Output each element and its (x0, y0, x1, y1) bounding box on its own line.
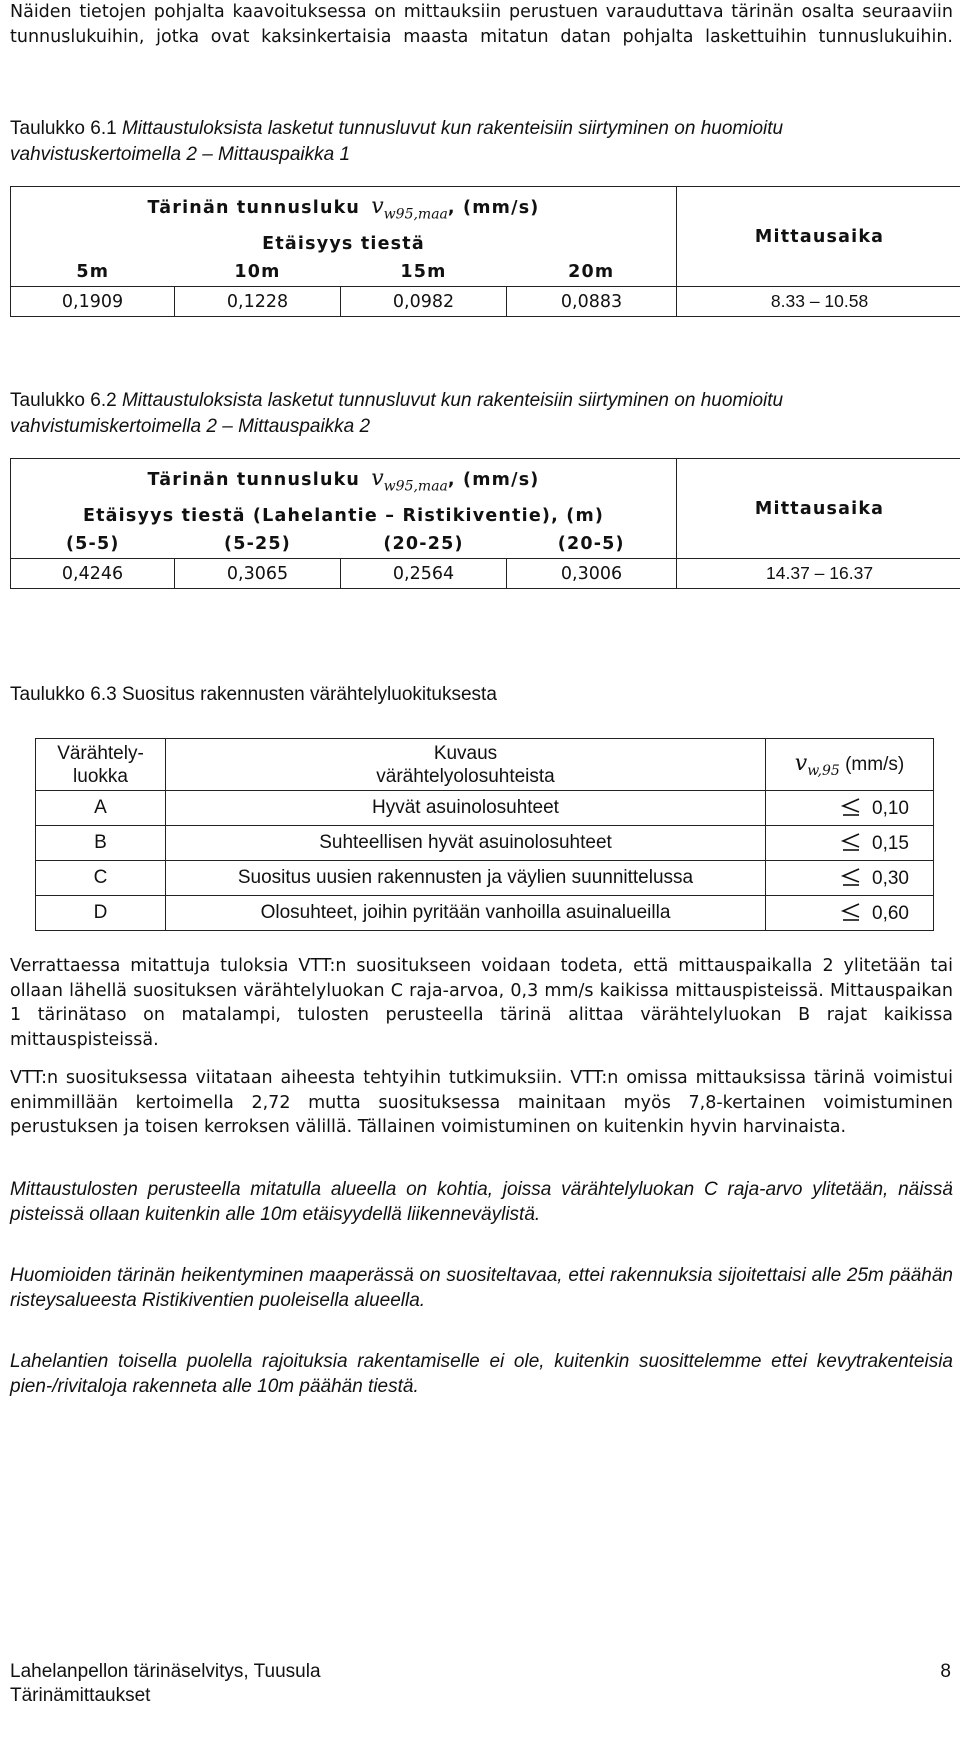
table3-col2-header (166, 739, 766, 791)
table3-col1-header: Värähtely- luokka (36, 739, 166, 791)
table1-col-header: 10m (175, 259, 341, 287)
paragraph-conclusion-3: Lahelantien toisella puolella rajoituksia rakentamiselle ei ole, kuitenkin suosittelemme ettei kevytrakenteisia pien-/rivitaloja rakenneta alle 10m päähän tiestä. (10, 1351, 953, 1397)
table1-caption (10, 116, 953, 168)
table1-col-header: 5m (11, 259, 175, 287)
table2-header-text: Tärinän tunnusluku (147, 469, 361, 490)
paragraph-vtt: VTT:n suosituksessa viitataan aiheesta tehtyihin tutkimuksiin. VTT:n omissa mittauksissa tärinä voimistui enimmillään kertoimella 2,72 mutta suosituksessa mainitaan myös 7,8-kertainen voimistuminen perustuksen ja toisen kerroksen välillä. Tällainen voimistuminen on kuitenkin hyvin harvinaista. (10, 1068, 953, 1137)
table-6-2 (10, 458, 960, 589)
less-or-equal-icon (837, 797, 867, 817)
paragraph-conclusion-1: Mittaustulosten perusteella mitatulla alueella on kohtia, joissa värähtelyluokan C raja-arvo ylitetään, näissä pisteissä ollaan kuitenkin alle 10m etäisyydellä liikenneväylistä. (10, 1179, 953, 1225)
table1-value: 0,0883 (507, 287, 677, 317)
paragraph-conclusion-2: Huomioiden tärinän heikentyminen maaperässä on suositeltavaa, ettei rakennuksia sijoitettaisi alle 25m päähän risteysalueesta Ristikiventien puoleisella alueella. (10, 1265, 953, 1311)
table2-subheader: Etäisyys tiestä (Lahelantie – Ristikiventie), (m) (11, 501, 677, 531)
table3-col2-header-line2: värähtelyolosuhteista (376, 765, 555, 787)
table1-header-text: Tärinän tunnusluku (147, 197, 361, 218)
table1-symbol-v: v (371, 193, 384, 219)
table1-symbol-sub: w95,maa (383, 205, 448, 222)
table3-description: Olosuhteet, joihin pyritään vanhoilla asuinalueilla (166, 896, 766, 931)
table3-unit: (mm/s) (845, 753, 905, 775)
table2-caption (10, 388, 953, 440)
table3-description: Hyvät asuinolosuhteet (166, 791, 766, 826)
table2-value: 0,2564 (341, 559, 507, 589)
table3-class: B (36, 826, 166, 861)
table1-value: 0,0982 (341, 287, 507, 317)
table2-col-header: (5-25) (175, 531, 341, 559)
table2-symbol (371, 465, 448, 494)
table2-time-header: Mittausaika (677, 459, 960, 559)
table3-class: C (36, 861, 166, 896)
table3-limit-value: 0,60 (872, 902, 909, 924)
table1-unit: , (mm/s) (447, 197, 540, 218)
intro-text: Näiden tietojen pohjalta kaavoituksessa on mittauksiin perustuen varauduttava tärinän osalta seuraaviin tunnuslukuihin, jotka ovat kaksinkertaisia maasta mitatun datan pohjalta laskettuihin tunnuslukuihin. (10, 2, 953, 47)
table3-limit-value: 0,15 (872, 832, 909, 854)
table2-symbol-v: v (371, 465, 384, 491)
table3-limit (766, 791, 934, 826)
table2-value: 0,3065 (175, 559, 341, 589)
table3-symbol-v: v (794, 750, 808, 776)
table1-header-main (11, 187, 677, 229)
table1-value: 0,1909 (11, 287, 175, 317)
table2-symbol-sub: w95,maa (383, 477, 448, 494)
table1-caption-label: Taulukko 6.1 (10, 118, 117, 139)
table1-time-header: Mittausaika (677, 187, 960, 287)
table2-time: 14.37 – 16.37 (677, 559, 960, 589)
table3-class: D (36, 896, 166, 931)
table3-caption: Taulukko 6.3 Suositus rakennusten värähtelyluokituksesta (10, 684, 497, 705)
intro-paragraph (10, 0, 953, 49)
paragraph-comparison: Verrattaessa mitattuja tuloksia VTT:n suositukseen voidaan todeta, että mittauspaikalla 2 ylitetään tai ollaan lähellä suosituksen värähtelyluokan C raja-arvoa, 0,3 mm/s kaikissa mittauspisteissä. Mittauspaikan 1 tärinätaso on matalampi, tulosten perusteella tärinä alittaa värähtelyluokan B rajat kaikissa mittauspisteissä. (10, 956, 953, 1050)
page-footer (10, 1660, 953, 1708)
table3-class: A (36, 791, 166, 826)
table2-col-header: (20-5) (507, 531, 677, 559)
table1-symbol (371, 193, 448, 222)
table3-limit-value: 0,30 (872, 867, 909, 889)
table-6-3 (35, 738, 934, 931)
table3-limit (766, 826, 934, 861)
table2-header-main (11, 459, 677, 501)
table1-col-header: 15m (341, 259, 507, 287)
table2-caption-text: Mittaustuloksista lasketut tunnusluvut kun rakenteisiin siirtyminen on huomioitu vahvistumiskertoimella 2 – Mittauspaikka 2 (10, 390, 784, 437)
table1-caption-text: Mittaustuloksista lasketut tunnusluvut kun rakenteisiin siirtyminen on huomioitu vahvistuskertoimella 2 – Mittauspaikka 1 (10, 118, 784, 165)
table2-col-header: (5-5) (11, 531, 175, 559)
table1-col-header: 20m (507, 259, 677, 287)
table2-caption-label: Taulukko 6.2 (10, 390, 117, 411)
less-or-equal-icon (837, 902, 867, 922)
table3-description: Suhteellisen hyvät asuinolosuhteet (166, 826, 766, 861)
table1-subheader: Etäisyys tiestä (11, 229, 677, 259)
table2-value: 0,3006 (507, 559, 677, 589)
less-or-equal-icon (837, 832, 867, 852)
table3-limit (766, 861, 934, 896)
table1-time: 8.33 – 10.58 (677, 287, 960, 317)
table3-limit-value: 0,10 (872, 797, 909, 819)
table3-limit (766, 896, 934, 931)
table-6-1 (10, 186, 960, 317)
table3-description: Suositus uusien rakennusten ja väylien suunnittelussa (166, 861, 766, 896)
less-or-equal-icon (837, 867, 867, 887)
table1-value: 0,1228 (175, 287, 341, 317)
footer-subtitle: Tärinämittaukset (10, 1685, 151, 1706)
table3-symbol-sub: w,95 (807, 762, 840, 779)
footer-title: Lahelanpellon tärinäselvitys, Tuusula (10, 1661, 321, 1682)
table2-value: 0,4246 (11, 559, 175, 589)
table3-col3-header (766, 739, 934, 791)
table2-unit: , (mm/s) (447, 469, 540, 490)
table3-col2-header-line1: Kuvaus (433, 742, 498, 764)
page-number: 8 (940, 1661, 951, 1682)
table2-col-header: (20-25) (341, 531, 507, 559)
